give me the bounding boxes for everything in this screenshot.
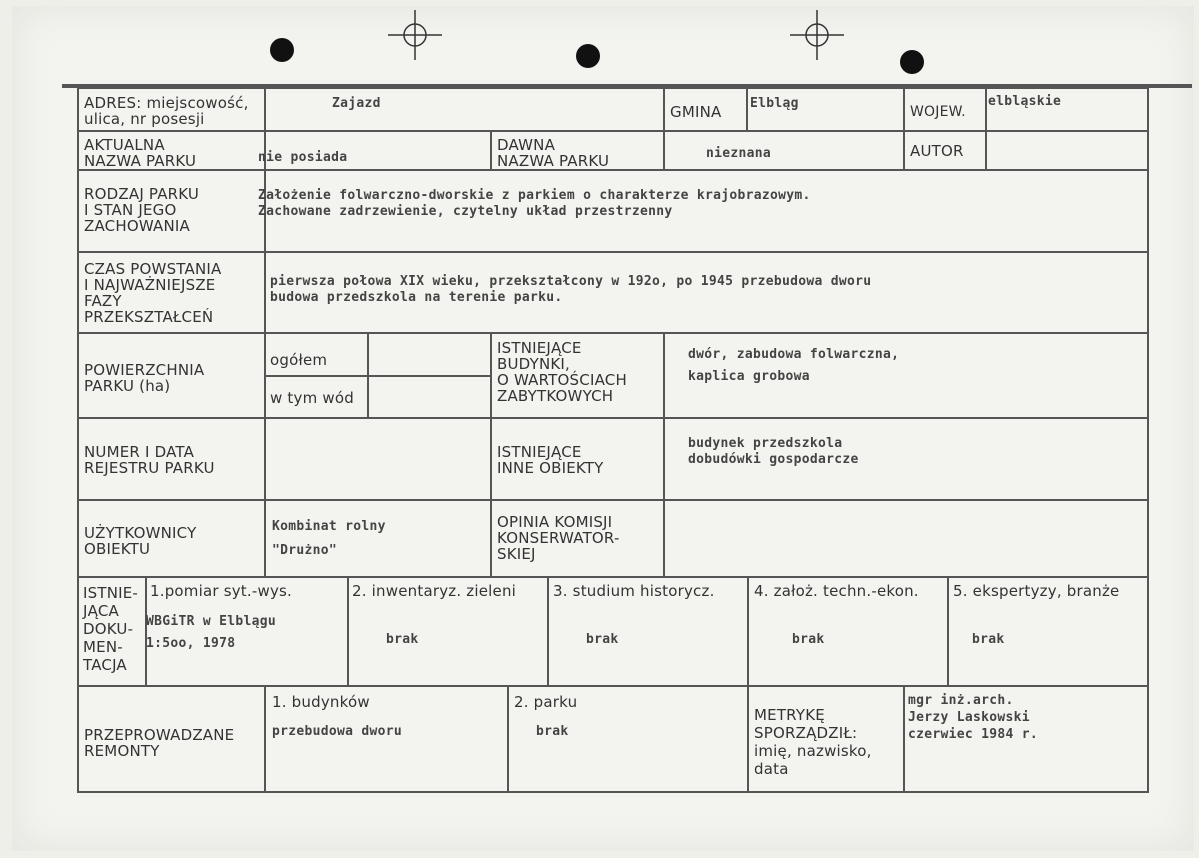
zaloz-label: 4. założ. techn.-ekon. [754, 582, 919, 600]
czas-powstania-label: CZAS POWSTANIA I NAJWAŻNIEJSZE FAZY PRZEKSZTAŁCEŃ [84, 260, 222, 326]
dawna-nazwa-value: nieznana [706, 146, 772, 161]
aktualna-nazwa-label: AKTUALNA NAZWA PARKU [84, 136, 197, 170]
dawna-nazwa-label: DAWNA NAZWA PARKU [497, 136, 610, 170]
pomiar-value: WBGiTR w Elblągu 1:5oo, 1978 [146, 614, 277, 651]
rodzaj-parku-label: RODZAJ PARKU I STAN JEGO ZACHOWANIA [84, 185, 200, 235]
ogolem-label: ogółem [270, 351, 328, 369]
adres-value: Zajazd [332, 96, 381, 111]
uzytkownicy-label: UŻYTKOWNICY OBIEKTU [84, 524, 197, 558]
gmina-label: GMINA [670, 103, 722, 121]
inwentaryz-label: 2. inwentaryz. zieleni [352, 582, 517, 600]
autor-label: AUTOR [910, 142, 964, 160]
opinia-komisji-label: OPINIA KOMISJI KONSERWATOR- SKIEJ [497, 513, 620, 563]
czas-powstania-value: pierwsza połowa XIX wieku, przekształcony w 192o, po 1945 przebudowa dworu budowa przedszkola na terenie parku. [270, 274, 872, 305]
remonty-label: PRZEPROWADZANE REMONTY [84, 726, 235, 760]
numer-rejestru-label: NUMER I DATA REJESTRU PARKU [84, 443, 215, 477]
istniejace-budynki-value: dwór, zabudowa folwarczna, kaplica grobowa [688, 347, 900, 384]
gmina-value: Elbląg [750, 96, 799, 111]
wojew-label: WOJEW. [910, 104, 966, 120]
zaloz-value: brak [792, 632, 825, 647]
rodzaj-parku-value: Założenie folwarczno-dworskie z parkiem o charakterze krajobrazowym. Zachowane zadrzewienie, czytelny układ przestrzenny [258, 188, 811, 219]
istniejace-inne-label: ISTNIEJĄCE INNE OBIEKTY [497, 443, 604, 477]
istniejace-inne-value: budynek przedszkola dobudówki gospodarcze [688, 436, 859, 467]
metryke-value: mgr inż.arch. Jerzy Laskowski czerwiec 1984 r. [908, 693, 1039, 742]
studium-value: brak [586, 632, 619, 647]
dokumentacja-label: ISTNIE- JĄCA DOKU- MEN- TACJA [83, 584, 139, 674]
budynkow-value: przebudowa dworu [272, 724, 403, 739]
uzytkownicy-value: Kombinat rolny "Drużno" [272, 519, 386, 558]
ekspertyzy-label: 5. ekspertyzy, branże [953, 582, 1120, 600]
istniejace-budynki-label: ISTNIEJĄCE BUDYNKI, O WARTOŚCIACH ZABYTKOWYCH [497, 339, 627, 405]
inwentaryz-value: brak [386, 632, 419, 647]
parku-value: brak [536, 724, 569, 739]
metryke-label: METRYKĘ SPORZĄDZIŁ: imię, nazwisko, data [754, 706, 872, 778]
powierzchnia-label: POWIERZCHNIA PARKU (ha) [84, 361, 205, 395]
budynkow-label: 1. budynków [272, 693, 370, 711]
aktualna-nazwa-value: nie posiada [258, 150, 348, 165]
w-tym-wod-label: w tym wód [270, 389, 354, 407]
parku-label: 2. parku [514, 693, 578, 711]
wojew-value: elbląskie [988, 94, 1062, 109]
ekspertyzy-value: brak [972, 632, 1005, 647]
studium-label: 3. studium historycz. [553, 582, 715, 600]
pomiar-label: 1.pomiar syt.-wys. [150, 582, 292, 600]
adres-label: ADRES: miejscowość, ulica, nr posesji [84, 94, 249, 128]
